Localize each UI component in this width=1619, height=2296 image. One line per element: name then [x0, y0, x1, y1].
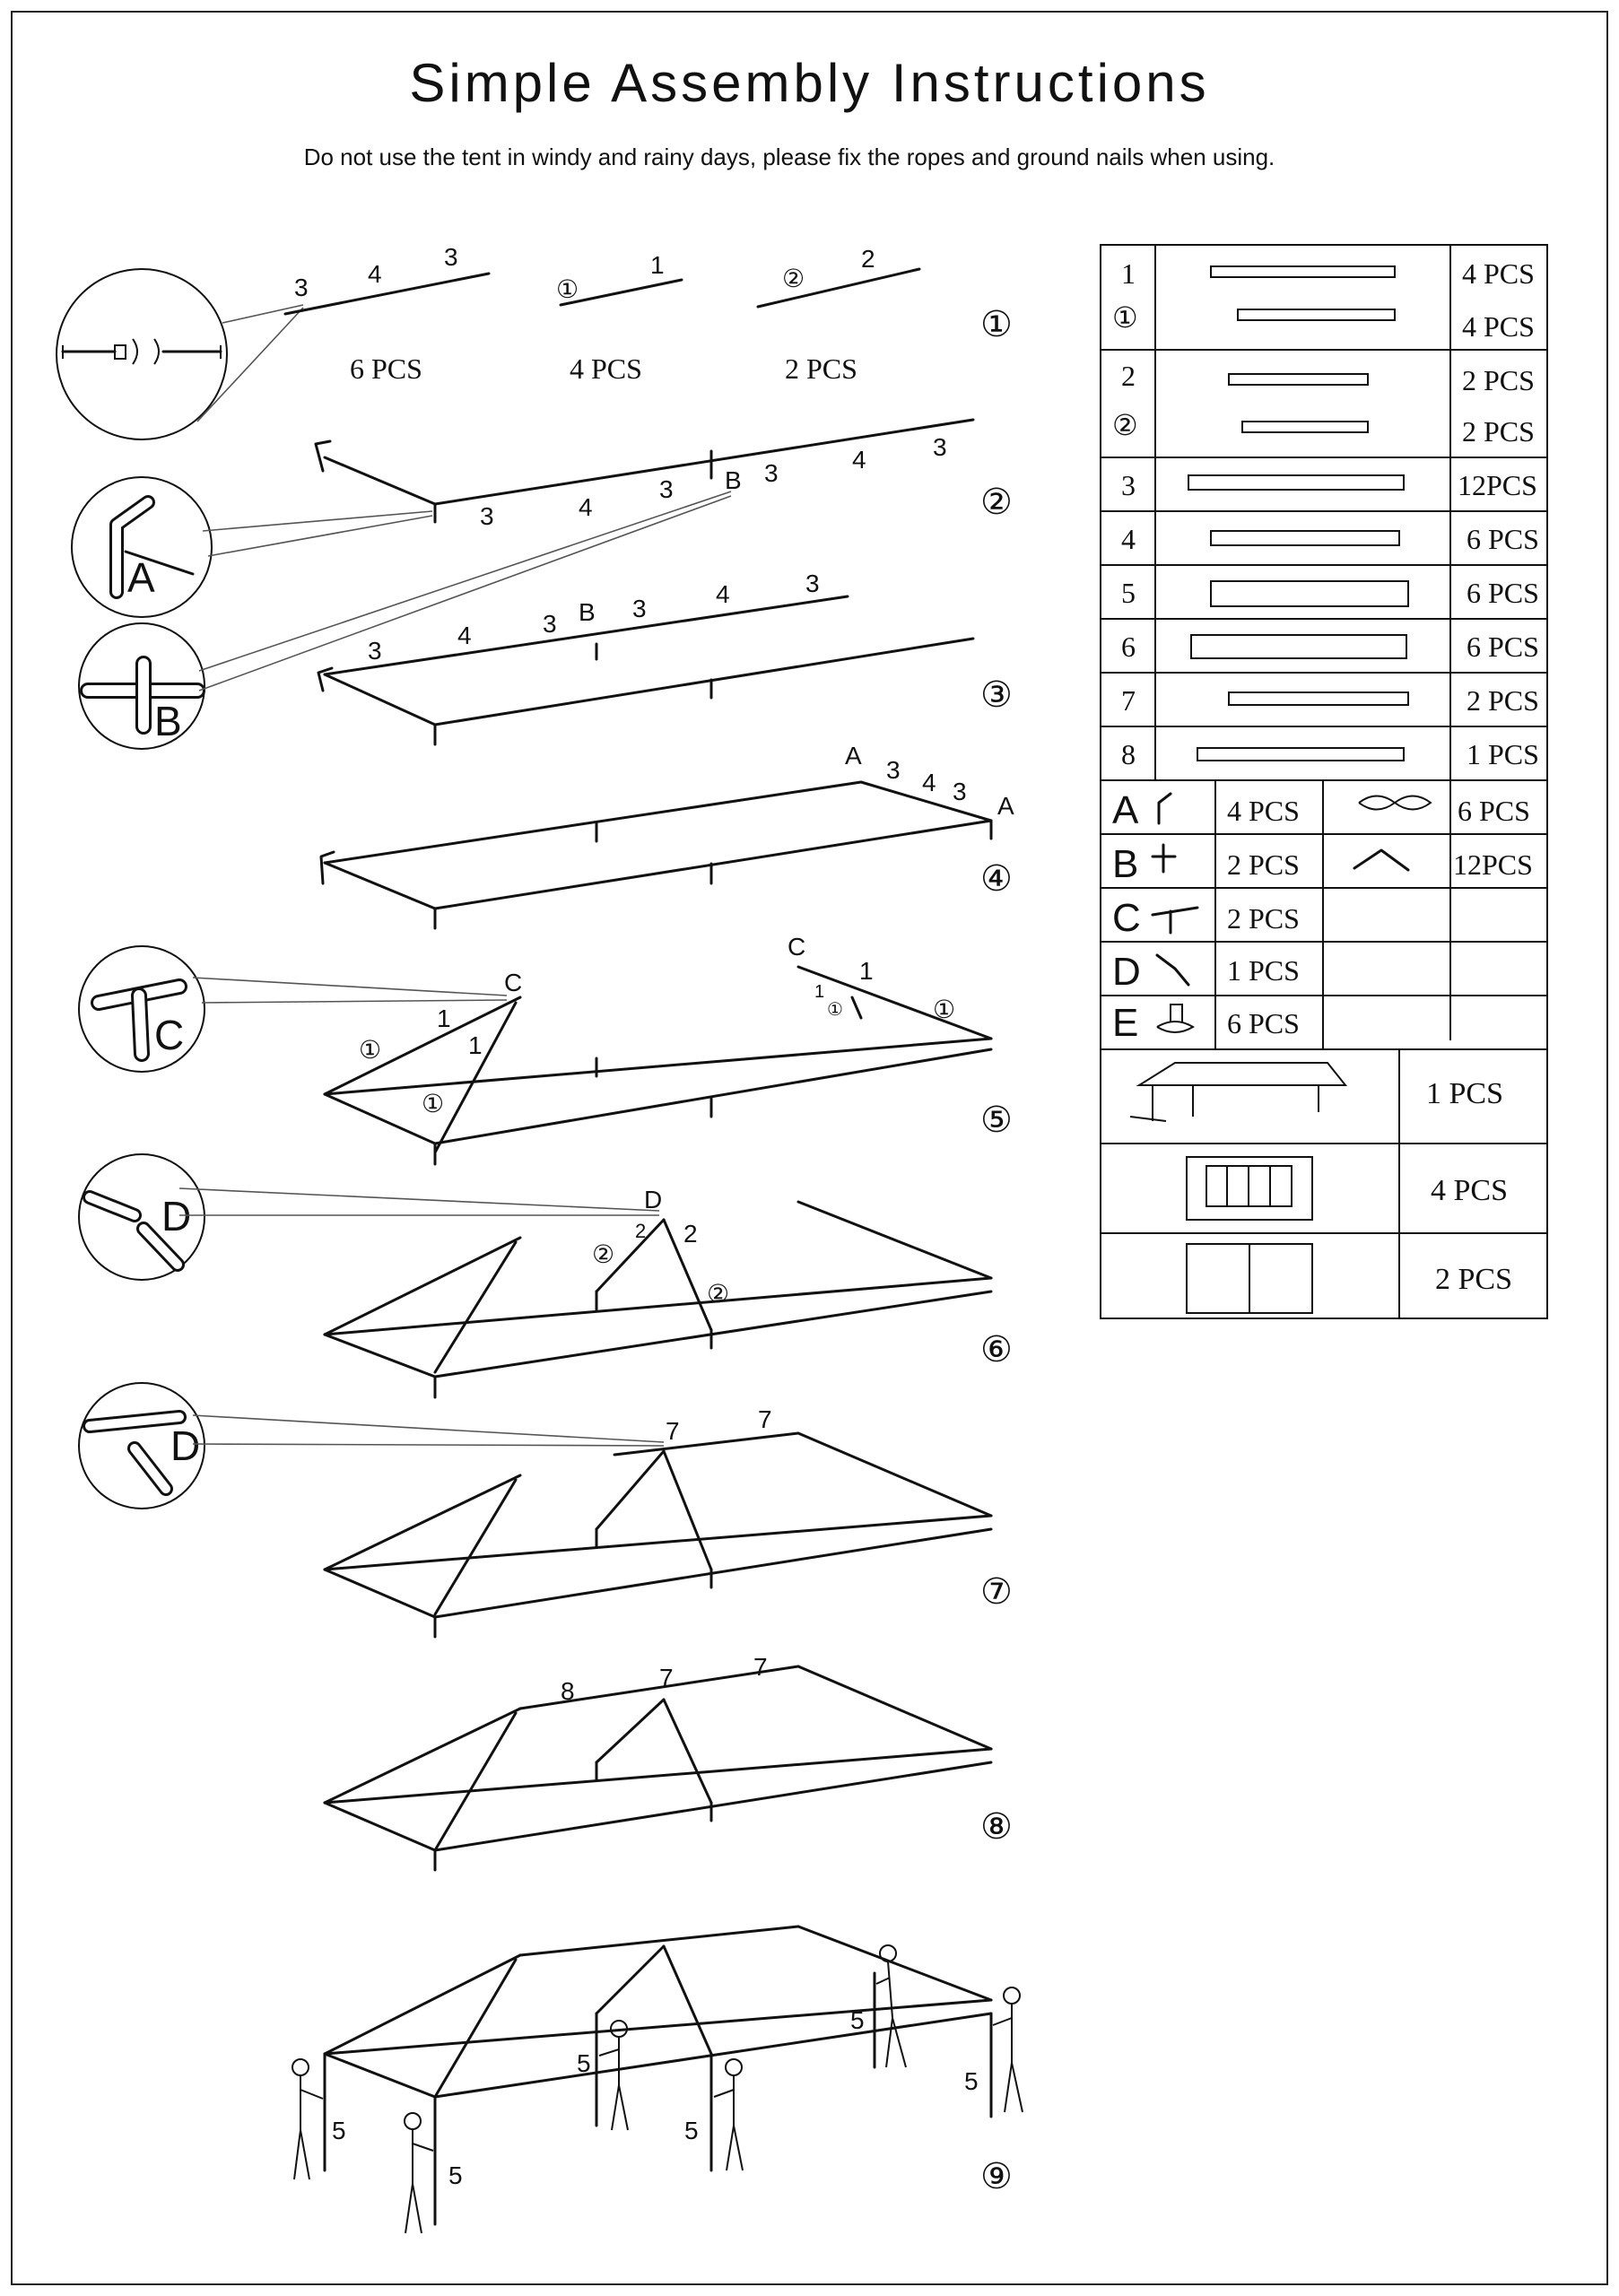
pole-icon: [1188, 475, 1404, 490]
pole-icon: [1211, 266, 1395, 277]
ground-nail-icon: [1354, 850, 1408, 870]
person-icon: [993, 1987, 1023, 2112]
part-id: 7: [1121, 684, 1136, 717]
part-label: ①: [933, 996, 956, 1023]
connector-extra-qty: 12PCS: [1453, 848, 1533, 881]
quantity-label: 2 PCS: [785, 352, 857, 385]
part-label: 4: [457, 622, 472, 649]
pole-icon: [1229, 374, 1368, 385]
part-label: A: [997, 792, 1014, 820]
part-qty: 12PCS: [1458, 469, 1537, 501]
part-label: 5: [332, 2117, 346, 2144]
part-qty: 6 PCS: [1467, 577, 1539, 609]
connector-qty: 2 PCS: [1227, 848, 1300, 881]
part-qty: 4 PCS: [1462, 257, 1535, 290]
step-1: [57, 243, 1013, 439]
connector-id: B: [1112, 842, 1139, 886]
part-label: ①: [422, 1090, 445, 1118]
part-label: 3: [886, 756, 901, 784]
step-number: ②: [980, 483, 1013, 522]
rope-icon: [1359, 796, 1431, 810]
connector-e-icon: [1157, 1004, 1193, 1032]
part-label: 4: [716, 580, 730, 608]
callout-letter: A: [127, 554, 155, 601]
part-label: 5: [448, 2161, 463, 2189]
part-id: 1: [1121, 257, 1136, 290]
connector-qty: 4 PCS: [1227, 795, 1300, 827]
connector-b-icon: [1153, 845, 1175, 872]
pole-icon: [1211, 581, 1408, 606]
part-label: 3: [805, 570, 820, 597]
pole-assembly-1: [561, 280, 682, 305]
part-label: 3: [659, 475, 674, 503]
part-label: ①: [556, 275, 579, 303]
cover-qty: 2 PCS: [1435, 1263, 1512, 1296]
step-number: ⑦: [980, 1572, 1013, 1612]
part-label: 3: [444, 243, 458, 271]
step-number: ⑧: [980, 1807, 1013, 1847]
part-id: 6: [1121, 631, 1136, 663]
step-4: [321, 742, 1014, 928]
step-number: ③: [980, 675, 1013, 715]
person-icon: [405, 2113, 433, 2233]
pole-icon: [1229, 692, 1408, 705]
part-label: 3: [543, 610, 557, 638]
part-label: 3: [632, 595, 647, 622]
quantity-label: 6 PCS: [350, 352, 422, 385]
part-qty: 2 PCS: [1462, 415, 1535, 448]
step-number: ⑨: [980, 2157, 1013, 2196]
connector-qty: 1 PCS: [1227, 954, 1300, 987]
pole-icon: [1242, 422, 1368, 432]
connector-c-icon: [1153, 908, 1197, 933]
part-id: ①: [1112, 301, 1138, 334]
pole-assembly-3-4-3: [285, 274, 489, 314]
page-title: Simple Assembly Instructions: [409, 53, 1210, 113]
part-label: 5: [577, 2049, 591, 2077]
connector-qty: 2 PCS: [1227, 902, 1300, 935]
part-label: 4: [368, 260, 382, 288]
part-label: 2: [635, 1220, 647, 1242]
part-label: 4: [579, 493, 593, 521]
connector-id: A: [1112, 788, 1139, 832]
part-label: 7: [758, 1405, 772, 1433]
part-qty: 4 PCS: [1462, 310, 1535, 343]
part-label: 2: [683, 1220, 698, 1248]
part-qty: 2 PCS: [1467, 684, 1539, 717]
tent-roof-icon: [1139, 1063, 1345, 1085]
connector-id: E: [1112, 1001, 1139, 1045]
connector-id: D: [1112, 950, 1141, 994]
part-label: 5: [964, 2067, 979, 2095]
pole-icon: [1211, 531, 1399, 545]
part-id: 8: [1121, 738, 1136, 770]
part-label: ②: [592, 1240, 615, 1268]
part-qty: 1 PCS: [1467, 738, 1539, 770]
part-id: 5: [1121, 577, 1136, 609]
pole-icon: [1238, 309, 1395, 320]
quantity-label: 4 PCS: [570, 352, 642, 385]
part-id: 4: [1121, 523, 1136, 555]
part-label: 5: [850, 2006, 865, 2034]
part-label: 3: [764, 459, 779, 487]
connector-qty: 6 PCS: [1227, 1007, 1300, 1039]
part-label: 3: [294, 274, 309, 301]
part-label: A: [845, 742, 862, 770]
part-label: B: [579, 598, 596, 626]
step-7: [79, 1383, 1013, 1637]
part-label: 7: [659, 1664, 674, 1692]
part-label: 1: [650, 251, 665, 279]
part-label: 3: [368, 637, 382, 665]
person-icon: [599, 2021, 628, 2130]
part-label: 7: [753, 1653, 768, 1681]
connector-a-icon: [1159, 794, 1171, 823]
part-label: C: [504, 969, 523, 996]
part-label: 3: [480, 502, 494, 530]
part-label: 5: [684, 2117, 699, 2144]
step-2: [72, 420, 1013, 617]
part-qty: 2 PCS: [1462, 364, 1535, 396]
person-icon: [714, 2059, 743, 2170]
callout-letter: C: [154, 1012, 185, 1058]
part-qty: 6 PCS: [1467, 631, 1539, 663]
step-9: [292, 1926, 1023, 2233]
part-label: 2: [861, 245, 875, 273]
step-5: [79, 933, 1013, 1164]
part-label: B: [725, 466, 742, 494]
part-label: 1: [814, 982, 825, 1002]
part-label: C: [788, 933, 806, 961]
callout-letter: D: [170, 1422, 201, 1469]
cover-qty: 1 PCS: [1426, 1077, 1503, 1110]
part-label: D: [644, 1186, 663, 1213]
part-label: ②: [782, 265, 805, 292]
part-label: ①: [827, 1000, 843, 1020]
detail-circle-joint: [57, 269, 227, 439]
part-label: ①: [359, 1036, 382, 1064]
connector-d-icon: [1157, 955, 1188, 985]
connector-id: C: [1112, 896, 1141, 940]
step-number: ⑥: [980, 1330, 1013, 1370]
warning-text: Do not use the tent in windy and rainy days, please fix the ropes and ground nails when using.: [303, 144, 1275, 170]
parts-table: [1101, 245, 1547, 1318]
part-label: 4: [922, 769, 936, 796]
part-label: 1: [437, 1004, 451, 1032]
callout-letter: D: [161, 1193, 192, 1239]
step-number: ④: [980, 859, 1013, 899]
pole-icon: [1197, 748, 1404, 761]
part-label: 1: [859, 957, 874, 985]
part-label: 1: [468, 1031, 483, 1059]
callout-letter: B: [154, 698, 182, 744]
ridge-pole: [435, 420, 973, 504]
part-label: 8: [561, 1677, 575, 1705]
pole-icon: [1191, 635, 1406, 658]
cover-qty: 4 PCS: [1431, 1174, 1508, 1207]
step-number: ①: [980, 305, 1013, 344]
part-id: 2: [1121, 360, 1136, 392]
part-label: 4: [852, 446, 866, 474]
step-8: [325, 1653, 1013, 1870]
part-id: ②: [1112, 409, 1138, 441]
part-qty: 6 PCS: [1467, 523, 1539, 555]
part-label: 3: [933, 433, 947, 461]
rotate-arrow-icon: [133, 339, 137, 364]
person-icon: [292, 2059, 323, 2179]
part-label: ②: [707, 1280, 730, 1308]
part-id: 3: [1121, 469, 1136, 501]
connector-extra-qty: 6 PCS: [1458, 795, 1530, 827]
part-label: 7: [666, 1417, 680, 1445]
part-label: 3: [953, 778, 967, 805]
step-6: [79, 1154, 1013, 1397]
step-number: ⑤: [980, 1100, 1013, 1140]
